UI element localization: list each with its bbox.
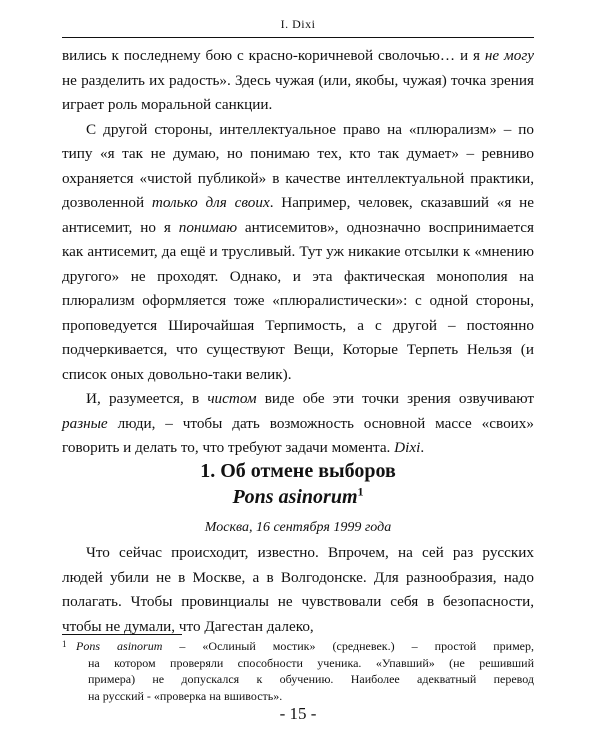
footnote-mark: 1 [62,639,67,649]
emphasis: чистом [207,390,257,407]
emphasis: Dixi [394,439,421,456]
text-run: вились к последнему бою с красно-коричневой сволочью… и я [62,47,485,64]
footnote-rule [62,634,182,635]
footnote-line: на котором проверяли способности ученика. «Упавший» (не решивший [88,655,534,670]
emphasis: не могу [484,47,534,64]
footnote [62,638,534,704]
footnote-text: – «Ослиный мостик» (средневек.) – простой пример, [162,639,534,653]
footnote-line: на русский - «проверка на вшивость». [88,688,283,703]
text-run: . [420,439,425,456]
footnote-line [76,638,534,655]
chapter-paragraph-1: Что сейчас происходит, известно. Впрочем, на сей раз русских людей убили не в Москве, а в Волгодонске. Для разнообразия, надо полагать. Чтобы провинциалы не чувствовали себя в безопасности, чтобы не думали, что Дагестан далеко, [62,544,534,635]
emphasis: разные [62,414,108,432]
text-run: виде обе эти точки зрения озвучивают [256,390,534,407]
body-text [62,44,534,461]
chapter-dateline: Москва, 16 сентября 1999 года [204,520,392,535]
paragraph-3 [62,387,534,461]
paragraph-2 [62,118,534,388]
chapter-title: 1. Об отмене выборов [200,460,396,482]
text-run: . Например, человек, сказавший «я не антисемит, но я [62,194,535,236]
running-head: I. Dixi [280,17,316,31]
chapter-subtitle [62,484,534,510]
text-run: не разделить их радость». Здесь чужая (или, якобы, чужая) точка зрения играет роль моральной санкции. [62,71,534,113]
footnote-reference[interactable]: 1 [357,484,364,499]
text-run: И, разумеется, в [86,390,208,407]
footnote-line: примера) не допускался к обучению. Наиболее адекватный перевод [88,672,534,686]
chapter-heading [62,458,534,537]
text-run: С другой стороны, интеллектуальное право на «плюрализм» – по типу «я так не думаю, но понимаю тех, кто так думает» – ревниво охраняется «чистой публикой» в качестве интеллектуальной практики, дозволенной [62,120,534,211]
chapter-subtitle-text: Pons asinorum [232,486,358,508]
text-run: люди, – чтобы дать возможность основной массе «своих» говорить и делать то, что требуют задачи момента. [62,414,534,456]
footnote-term: Pons asinorum [76,639,163,653]
emphasis: понимаю [178,218,238,236]
emphasis: только для своих [151,194,270,211]
page-number: - 15 - [279,704,317,723]
footnote-body [76,638,534,704]
text-run: антисемитов», однозначно воспринимается как антисемит, да ещё и трусливый. Тут уж никакие отсылки к «мнению другого» не проходят. Однако, и эта фактическая монополия на плюрализм оформляется тоже «плюралистически»: с одной стороны, проповедуется Широчайшая Терпимость, а с другой – постоянно подчеркивается, что существуют Вещи, Которые Терпеть Нельзя (и список оных довольно-таки велик). [62,218,534,383]
header-rule [62,37,534,38]
chapter-body-text [62,541,534,639]
paragraph-1 [62,44,534,118]
